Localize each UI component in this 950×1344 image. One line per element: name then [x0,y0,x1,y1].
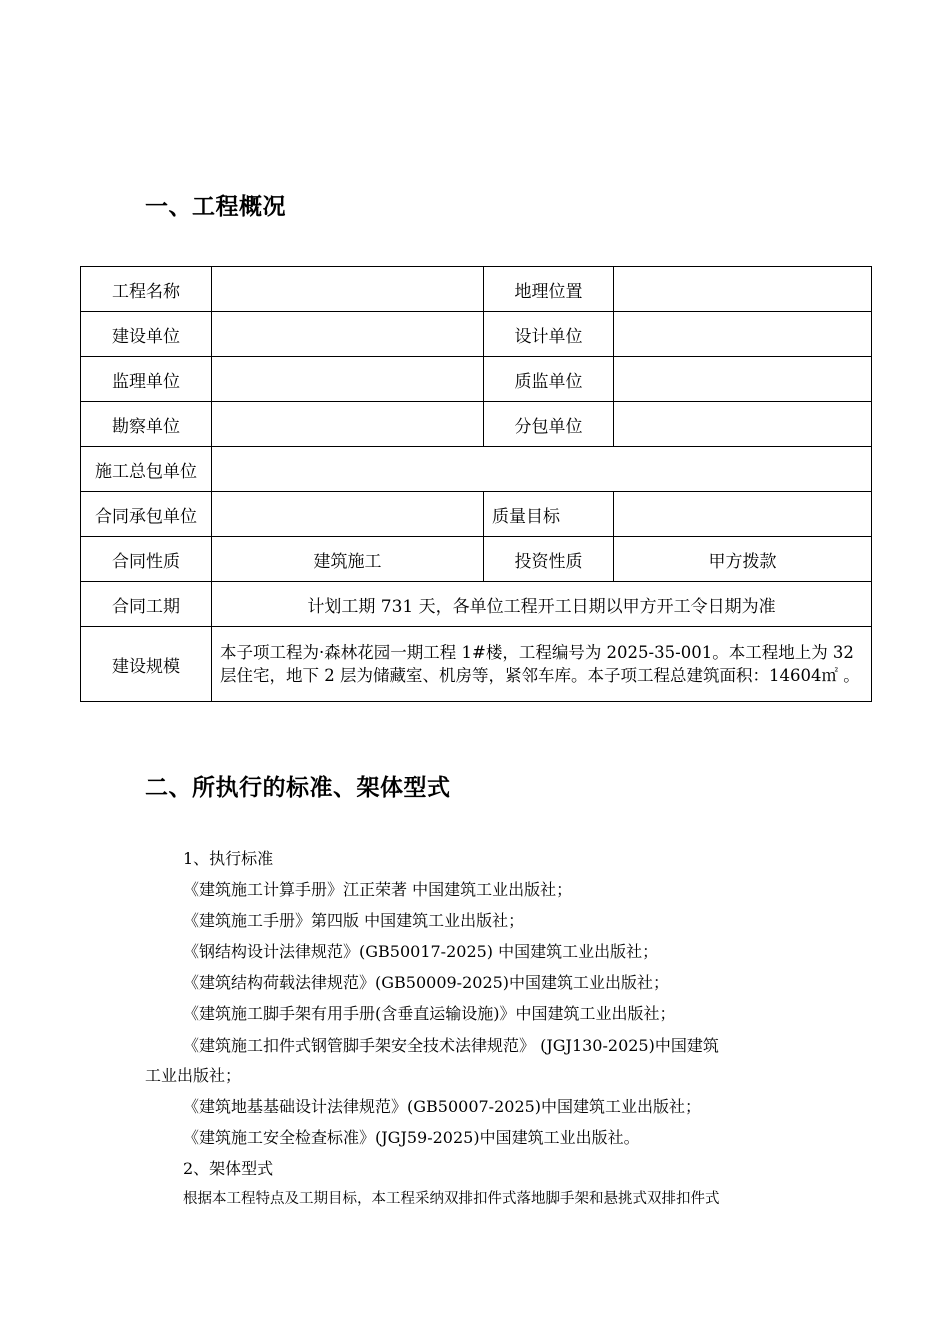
value-project-name [212,267,484,312]
value-contract-nature: 建筑施工 [212,537,484,582]
list-item: 《建筑施工脚手架有用手册(含垂直运输设施)》中国建筑工业出版社； [183,1004,676,1023]
table-row [81,312,872,357]
section-title-standards: 二、所执行的标准、架体型式 [145,775,451,801]
list-item-continuation: 工业出版社； [145,1066,242,1085]
subheading-standards: 1、执行标准 [183,849,274,868]
list-item: 《建筑结构荷载法律规范》(GB50009-2025)中国建筑工业出版社； [183,973,670,992]
table-row [81,627,872,702]
value-designer [614,312,872,357]
label-designer: 设计单位 [484,312,614,357]
value-investment-nature: 甲方拨款 [614,537,872,582]
label-investment-nature: 投资性质 [484,537,614,582]
value-quality-supervision [614,357,872,402]
label-quality-goal: 质量目标 [484,492,614,537]
value-general-contractor [212,447,872,492]
label-subcontractor: 分包单位 [484,402,614,447]
label-location: 地理位置 [484,267,614,312]
list-item: 《建筑施工安全检查标准》(JGJ59-2025)中国建筑工业出版社。 [183,1128,640,1147]
label-general-contractor: 施工总包单位 [81,447,212,492]
value-supervisor [212,357,484,402]
list-item: 《建筑地基基础设计法律规范》(GB50007-2025)中国建筑工业出版社； [183,1097,702,1116]
section-title-overview: 一、工程概况 [145,194,286,220]
label-supervisor: 监理单位 [81,357,212,402]
value-construction-scale: 本子项工程为·森林花园一期工程 1#楼，工程编号为 2025-35-001。本工程地上为 32 层住宅，地下 2 层为储藏室、机房等，紧邻车库。本子项工程总建筑面积：14604㎡ 。 [212,627,872,702]
table-row [81,357,872,402]
list-item: 《建筑施工手册》第四版 中国建筑工业出版社； [183,911,525,930]
table-row [81,267,872,312]
label-project-name: 工程名称 [81,267,212,312]
label-contract-contractor: 合同承包单位 [81,492,212,537]
table-row [81,447,872,492]
project-overview-table [80,266,872,702]
table-row [81,492,872,537]
value-contract-contractor [212,492,484,537]
list-item: 《建筑施工计算手册》江正荣著 中国建筑工业出版社； [183,880,573,899]
value-quality-goal [614,492,872,537]
label-quality-supervision: 质监单位 [484,357,614,402]
table-row [81,402,872,447]
label-contract-nature: 合同性质 [81,537,212,582]
label-owner: 建设单位 [81,312,212,357]
list-item: 《钢结构设计法律规范》(GB50017-2025) 中国建筑工业出版社； [183,942,659,961]
label-contract-period: 合同工期 [81,582,212,627]
table-row [81,582,872,627]
label-survey: 勘察单位 [81,402,212,447]
value-location [614,267,872,312]
value-contract-period: 计划工期 731 天，各单位工程开工日期以甲方开工令日期为准 [212,582,872,627]
label-construction-scale: 建设规模 [81,627,212,702]
value-survey [212,402,484,447]
list-item: 《建筑施工扣件式钢管脚手架安全技术法律规范》 (JGJ130-2025)中国建筑 [183,1036,719,1055]
table-row [81,537,872,582]
value-subcontractor [614,402,872,447]
value-owner [212,312,484,357]
subheading-frame-type: 2、架体型式 [183,1159,274,1178]
frame-type-paragraph: 根据本工程特点及工期目标，本工程采纳双排扣件式落地脚手架和悬挑式双排扣件式 [183,1191,720,1207]
